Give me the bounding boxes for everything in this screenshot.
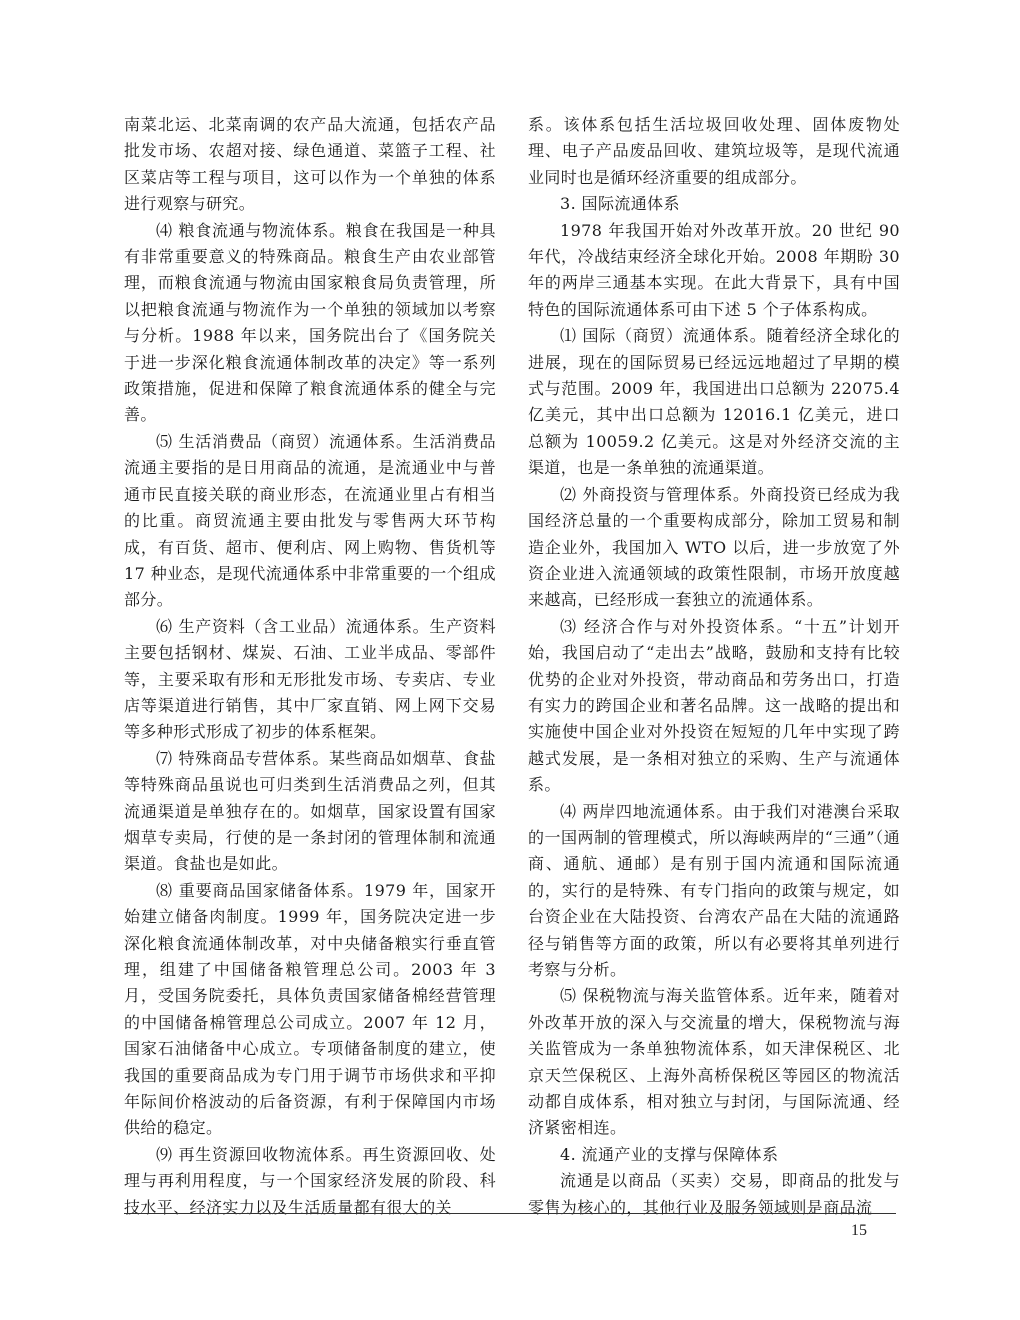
paragraph: 系。该体系包括生活垃圾回收处理、固体废物处理、电子产品废品回收、建筑垃圾等，是现代流通业同时也是循环经济重要的组成部分。 — [528, 115, 900, 187]
paragraph-outbound-investment: ⑶ 经济合作与对外投资体系。“十五”计划开始，我国启动了“走出去”战略，鼓励和支持有比较优势的企业对外投资，带动商品和劳务出口，打造有实力的跨国企业和著名品牌。这一战略的提出和实施使中国企业对外投资在短短的几年中实现了跨越式发展，是一条相对独立的采购、生产与流通体系。 — [528, 616, 900, 795]
paragraph-foreign-investment: ⑵ 外商投资与管理体系。外商投资已经成为我国经济总量的一个重要构成部分，除加工贸易和制造企业外，我国加入 WTO 以后，进一步放宽了外资企业进入流通领域的政策性限制，市场开放度越来越高，已经形成一套独立的流通体系。 — [528, 484, 900, 610]
paragraph-cross-strait: ⑷ 两岸四地流通体系。由于我们对港澳台采取的一国两制的管理模式，所以海峡两岸的“三通”（通商、通航、通邮）是有别于国内流通和国际流通的，实行的是特殊、有专门指向的政策与规定，如台资企业在大陆投资、台湾农产品在大陆的流通路径与销售等方面的政策，所以有必要将其单列进行考察与分析。 — [528, 801, 900, 979]
paragraph-consumer-goods: ⑸ 生活消费品（商贸）流通体系。生活消费品流通主要指的是日用商品的流通，是流通业中与普通市民直接关联的商业形态，在流通业里占有相当的比重。商贸流通主要由批发与零售两大环节构成，有百货、超市、便利店、网上购物、售货机等 17 种业态，是现代流通体系中非常重要的一个组成部分。 — [124, 431, 496, 610]
right-column — [528, 112, 900, 1221]
paragraph-grain-logistics: ⑷ 粮食流通与物流体系。粮食在我国是一种具有非常重要意义的特殊商品。粮食生产由农业部管理，而粮食流通与物流由国家粮食局负责管理，所以把粮食流通与物流作为一个单独的领域加以考察与分析。1988 年以来，国务院出台了《国务院关于进一步深化粮食流通体制改革的决定》等一系列政策措施，促进和保障了粮食流通体系的健全与完善。 — [124, 220, 496, 425]
paragraph: 南菜北运、北菜南调的农产品大流通，包括农产品批发市场、农超对接、绿色通道、菜篮子工程、社区菜店等工程与项目，这可以作为一个单独的体系进行观察与研究。 — [124, 115, 496, 214]
footer-divider — [124, 1213, 896, 1214]
paragraph-special-goods: ⑺ 特殊商品专营体系。某些商品如烟草、食盐等特殊商品虽说也可归类到生活消费品之列，但其流通渠道是单独存在的。如烟草，国家设置有国家烟草专卖局，行使的是一条封闭的管理体制和流通渠道。食盐也是如此。 — [124, 748, 496, 874]
paragraph-recycling: ⑼ 再生资源回收物流体系。再生资源回收、处理与再利用程度，与一个国家经济发展的阶段、科技水平、经济实力以及生活质量都有很大的关 — [124, 1144, 496, 1217]
page-number: 15 — [851, 1222, 867, 1239]
paragraph-circulation-core: 流通是以商品（买卖）交易，即商品的批发与零售为核心的，其他行业及服务领域则是商品流 — [528, 1171, 900, 1217]
paragraph-national-reserve: ⑻ 重要商品国家储备体系。1979 年，国家开始建立储备肉制度。1999 年，国务院决定进一步深化粮食流通体制改革，对中央储备粮实行垂直管理，组建了中国储备粮管理总公司。2003 年 3 月，受国务院委托，具体负责国家储备棉经营管理的中国储备棉管理总公司成立。2007 年 12 月，国家石油储备中心成立。专项储备制度的建立，使我国的重要商品成为专门用于调节市场供求和平抑年际间价格波动的后备资源，有利于保障国内市场供给的稳定。 — [124, 880, 496, 1138]
paragraph-bonded-logistics: ⑸ 保税物流与海关监管体系。近年来，随着对外改革开放的深入与交流量的增大，保税物流与海关监管成为一条单独物流体系，如天津保税区、北京天竺保税区、上海外高桥保税区等园区的物流活动都自成体系，相对独立与封闭，与国际流通、经济紧密相连。 — [528, 986, 900, 1138]
section-heading-international: 3. 国际流通体系 — [560, 194, 680, 214]
section-heading-support-system: 4. 流通产业的支撑与保障体系 — [560, 1144, 779, 1164]
left-column — [124, 112, 496, 1221]
paragraph-international-trade: ⑴ 国际（商贸）流通体系。随着经济全球化的进展，现在的国际贸易已经远远地超过了早期的模式与范围。2009 年，我国进出口总额为 22075.4 亿美元，其中出口总额为 12016.1 亿美元，进口总额为 10059.2 亿美元。这是对外经济交流的主渠道，也是一条单独的流通渠道。 — [528, 326, 900, 478]
paragraph-production-materials: ⑹ 生产资料（含工业品）流通体系。生产资料主要包括钢材、煤炭、石油、工业半成品、零部件等，主要采取有形和无形批发市场、专卖店、专业店等渠道进行销售，其中厂家直销、网上网下交易等多种形式形成了初步的体系框架。 — [124, 616, 496, 742]
paragraph-opening-up: 1978 年我国开始对外改革开放。20 世纪 90 年代，冷战结束经济全球化开始。2008 年期盼 30 年的两岸三通基本实现。在此大背景下，具有中国特色的国际流通体系可由下述 5 个子体系构成。 — [528, 220, 900, 319]
